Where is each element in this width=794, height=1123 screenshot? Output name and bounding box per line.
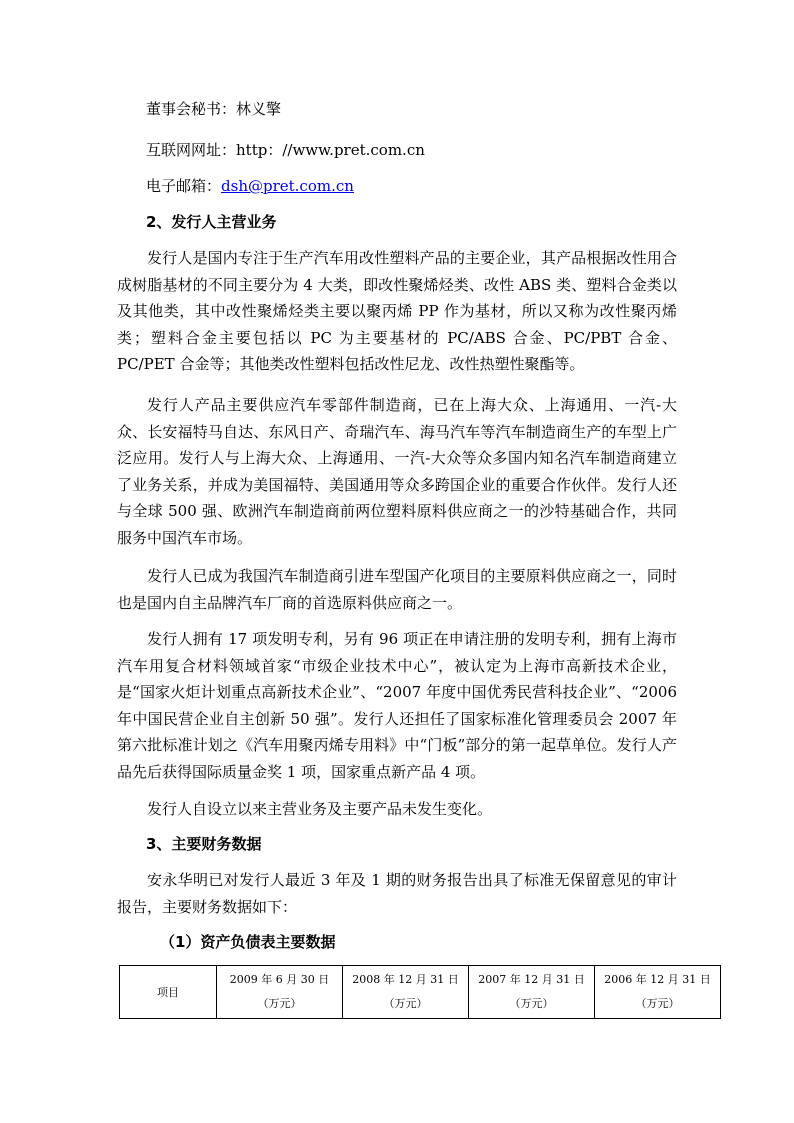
header-date-col-4 (595, 966, 721, 1019)
section3-intro: 安永华明已对发行人最近 3 年及 1 期的财务报告出具了标准无保留意见的审计报告，主要财务数据如下： (117, 871, 677, 916)
header-unit: （万元） (257, 997, 302, 1010)
email-label: 电子邮箱： (146, 177, 222, 195)
section2-paragraph-4: 发行人拥有 17 项发明专利，另有 96 项正在申请注册的发明专利，拥有上海市汽车用复合材料领域首家“市级企业技术中心”，被认定为上海市高新技术企业，是“国家火炬计划重点高新技术企业”、“2007 年度中国优秀民营科技企业”、“2006 年中国民营企业自主创新 50 强”。发行人还担任了国家标准化管理委员会 2007 年第六批标准计划之《汽车用聚丙烯专用料》中“门板”部分的第一起草单位。发行人产品先后获得国际质量金奖 1 项，国家重点新产品 4 项。 (117, 630, 677, 781)
website-value: http：//www.pret.com.cn (236, 141, 425, 159)
email-link[interactable]: dsh@pret.com.cn (221, 177, 354, 195)
header-date-col-3 (469, 966, 595, 1019)
email-line (146, 176, 354, 196)
section2-paragraph-5: 发行人自设立以来主营业务及主要产品未发生变化。 (147, 800, 493, 818)
header-date: 2007 年 12 月 31 日 (478, 973, 585, 986)
section2-paragraph-3: 发行人已成为我国汽车制造商引进车型国产化项目的主要原料供应商之一，同时也是国内自主品牌汽车厂商的首选原料供应商之一。 (117, 567, 677, 612)
header-date: 2006 年 12 月 31 日 (604, 973, 711, 986)
header-item: 项目 (120, 966, 217, 1019)
balance-sheet-table (119, 965, 721, 1019)
balance-sheet-subheading: （1）资产负债表主要数据 (160, 933, 336, 951)
secretary-name: 林义擎 (236, 100, 282, 118)
secretary-line (146, 99, 281, 119)
table-header-row (120, 966, 721, 1019)
website-label: 互联网网址： (146, 141, 237, 159)
header-unit: （万元） (383, 997, 428, 1010)
header-date-col-1 (217, 966, 343, 1019)
section2-paragraph-1: 发行人是国内专注于生产汽车用改性塑料产品的主要企业，其产品根据改性用合成树脂基材的不同主要分为 4 大类，即改性聚烯烃类、改性 ABS 类、塑料合金类以及其他类，其中改性聚烯烃类主要以聚丙烯 PP 作为基材，所以又称为改性聚丙烯类；塑料合金主要包括以 PC 为主要基材的 PC/ABS 合金、PC/PBT 合金、PC/PET 合金等；其他类改性塑料包括改性尼龙、改性热塑性聚酯等。 (117, 249, 677, 373)
header-date: 2009 年 6 月 30 日 (229, 973, 330, 986)
header-unit: （万元） (635, 997, 680, 1010)
website-line (146, 140, 425, 160)
section2-heading: 2、发行人主营业务 (146, 213, 277, 231)
header-date: 2008 年 12 月 31 日 (352, 973, 459, 986)
section3-heading: 3、主要财务数据 (146, 835, 262, 853)
section2-paragraph-2: 发行人产品主要供应汽车零部件制造商，已在上海大众、上海通用、一汽-大众、长安福特马自达、东风日产、奇瑞汽车、海马汽车等汽车制造商生产的车型上广泛应用。发行人与上海大众、上海通用、一汽-大众等众多国内知名汽车制造商建立了业务关系，并成为美国福特、美国通用等众多跨国企业的重要合作伙伴。发行人还与全球 500 强、欧洲汽车制造商前两位塑料原料供应商之一的沙特基础合作，共同服务中国汽车市场。 (117, 396, 677, 547)
header-unit: （万元） (509, 997, 554, 1010)
secretary-label: 董事会秘书： (146, 100, 237, 118)
header-date-col-2 (343, 966, 469, 1019)
